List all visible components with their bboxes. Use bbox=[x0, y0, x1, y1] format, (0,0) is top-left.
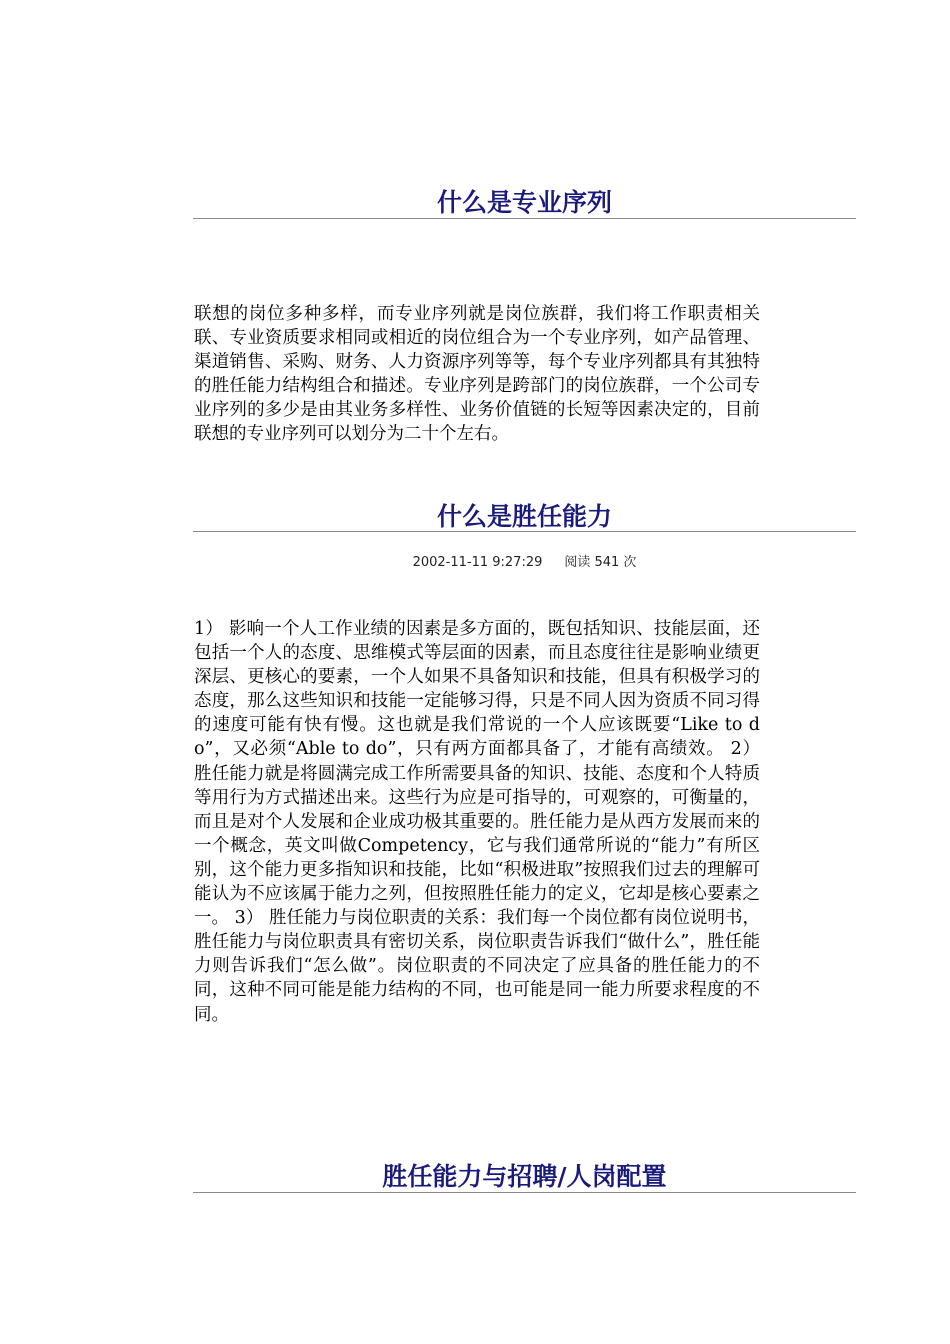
title-rule bbox=[193, 1192, 856, 1193]
title-rule bbox=[193, 531, 856, 532]
read-count: 阅读 541 次 bbox=[564, 555, 637, 570]
section-title: 胜任能力与招聘/人岗配置 bbox=[382, 1162, 667, 1191]
paragraph: 1） 影响一个人工作业绩的因素是多方面的，既包括知识、技能层面，还包括一个人的态度、思维模式等层面的因素，而且态度往往是影响业绩更深层、更核心的要素，一个人如果不具备知识和技能，但具有积极学习的态度，那么这些知识和技能一定能够习得，只是不同人因为资质不同习得的速度可能有快有慢。这也就是我们常说的一个人应该既要“Like to do”，又必须“Able to do”，只有两方面都具备了，才能有高绩效。 2） 胜任能力就是将圆满完成工作所需要具备的知识、技能、态度和个人特质等用行为方式描述出来。这些行为应是可指导的，可观察的，可衡量的，而且是对个人发展和企业成功极其重要的。胜任能力是从西方发展而来的一个概念，英文叫做Competency，它与我们通常所说的“能力”有所区别，这个能力更多指知识和技能，比如“积极进取”按照我们过去的理解可能认为不应该属于能力之列，但按照胜任能力的定义，它却是核心要素之一。 3） 胜任能力与岗位职责的关系：我们每一个岗位都有岗位说明书，胜任能力与岗位职责具有密切关系，岗位职责告诉我们“做什么”，胜任能力则告诉我们“怎么做”。岗位职责的不同决定了应具备的胜任能力的不同，这种不同可能是能力结构的不同，也可能是同一能力所要求程度的不同。 bbox=[194, 619, 760, 1025]
paragraph: 联想的岗位多种多样，而专业序列就是岗位族群，我们将工作职责相关联、专业资质要求相同或相近的岗位组合为一个专业序列，如产品管理、渠道销售、采购、财务、人力资源序列等等，每个专业序列都具有其独特的胜任能力结构组合和描述。专业序列是跨部门的岗位族群，一个公司专业序列的多少是由其业务多样性、业务价值链的长短等因素决定的，目前联想的专业序列可以划分为二十个左右。 bbox=[194, 304, 760, 445]
section-title: 什么是专业序列 bbox=[436, 188, 612, 217]
section-title: 什么是胜任能力 bbox=[436, 502, 612, 531]
article-meta bbox=[193, 551, 856, 570]
publish-datetime: 2002-11-11 9:27:29 bbox=[412, 555, 543, 570]
title-rule bbox=[193, 218, 856, 219]
